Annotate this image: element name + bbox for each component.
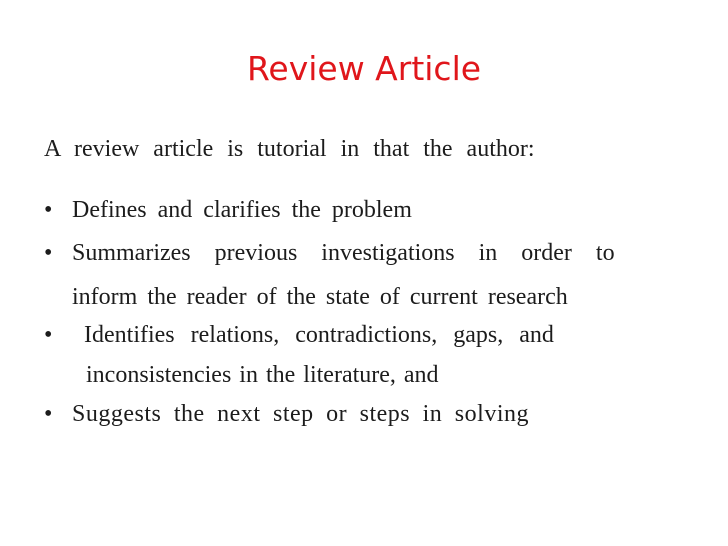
bullet-2-line-2: inform the reader of the state of current research <box>72 284 568 310</box>
bullet-2-line-1: Summarizes previous investigations in order to <box>72 240 615 266</box>
bullet-marker: • <box>44 240 53 266</box>
bullet-marker: • <box>44 322 53 348</box>
intro-text: A review article is tutorial in that the author: <box>44 136 535 162</box>
bullet-3-line-2: inconsistencies in the literature, and <box>86 362 439 388</box>
bullet-4-line-1: Suggests the next step or steps in solving <box>72 401 529 427</box>
bullet-3-line-1: Identifies relations, contradictions, gaps, and <box>84 322 554 348</box>
bullet-marker: • <box>44 197 53 223</box>
bullet-marker: • <box>44 401 53 427</box>
bullet-1-line-1: Defines and clarifies the problem <box>72 197 412 223</box>
slide-title: Review Article <box>246 49 482 88</box>
